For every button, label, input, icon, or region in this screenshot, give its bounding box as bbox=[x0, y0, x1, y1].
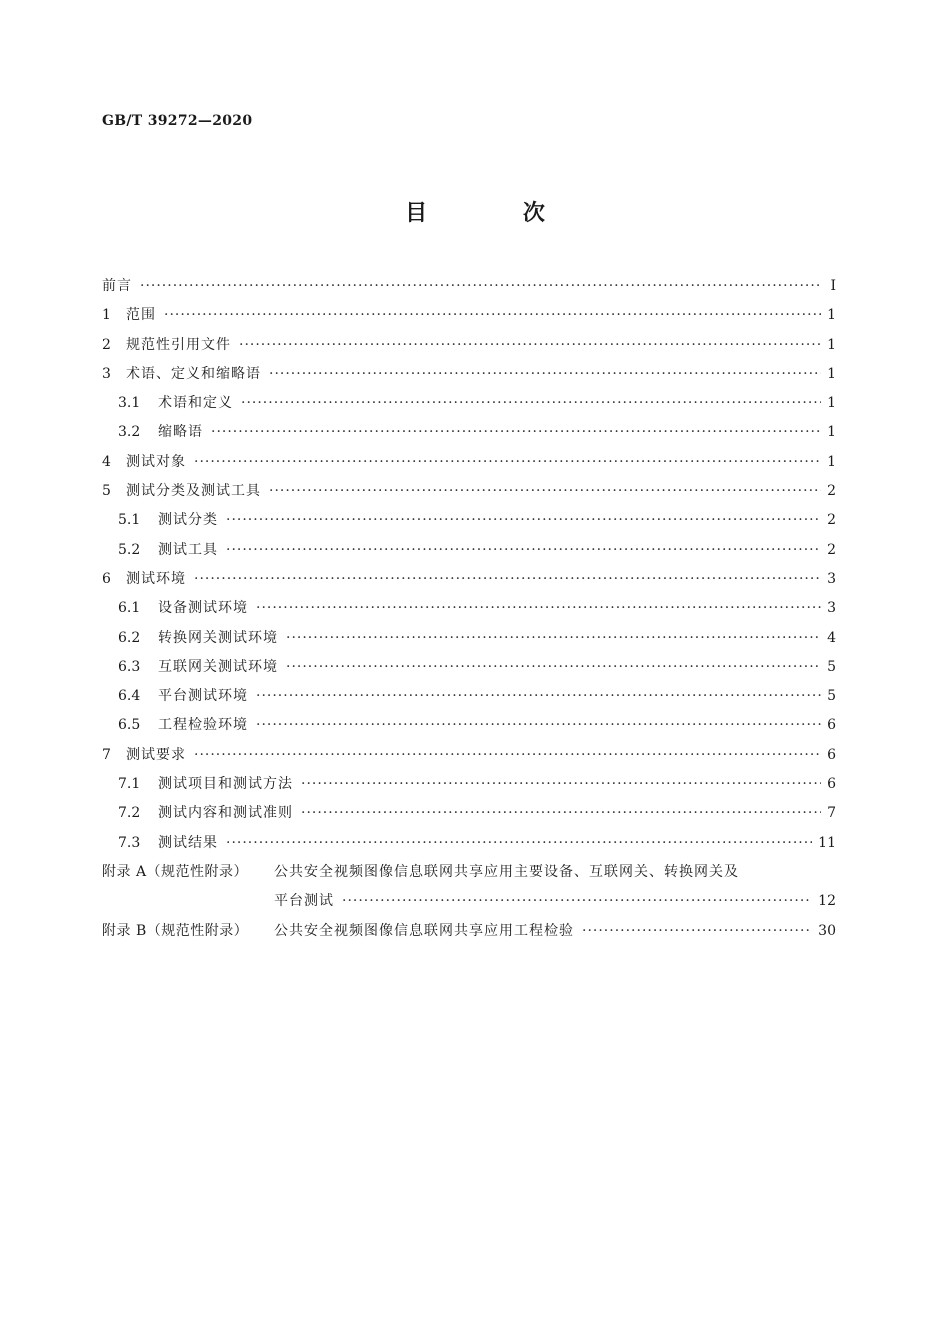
dot-leader bbox=[256, 682, 821, 711]
toc-entry-page: 6 bbox=[827, 776, 836, 793]
toc-entry-page: 30 bbox=[818, 922, 836, 939]
dot-leader bbox=[256, 594, 821, 623]
toc-entry-1[interactable] bbox=[102, 301, 836, 330]
toc-entry-page: 3 bbox=[827, 570, 836, 587]
toc-entry-page: 3 bbox=[827, 600, 836, 617]
toc-entry-number: 2 bbox=[102, 336, 111, 353]
toc-entry-text: 缩略语 bbox=[158, 424, 203, 441]
toc-entry-text: 设备测试环境 bbox=[158, 600, 248, 617]
dot-leader bbox=[301, 799, 821, 828]
toc-entry-number: 3 bbox=[102, 365, 111, 382]
toc-entry-6[interactable] bbox=[102, 565, 836, 594]
toc-entry-4[interactable] bbox=[102, 448, 836, 477]
toc-entry-text: 平台测试环境 bbox=[158, 688, 248, 705]
toc-entry-foreword[interactable] bbox=[102, 272, 836, 301]
toc-entry-text: 互联网关测试环境 bbox=[158, 658, 278, 675]
toc-entry-page: 11 bbox=[818, 834, 836, 851]
toc-entry-text: 前言 bbox=[102, 278, 132, 294]
toc-entry-7-3[interactable] bbox=[102, 829, 836, 858]
dot-leader bbox=[239, 331, 821, 360]
toc-entry-appendix-a-line1[interactable] bbox=[102, 858, 836, 887]
appendix-a-label: 附录 A（规范性附录） bbox=[102, 863, 249, 880]
toc-entry-text: 测试要求 bbox=[126, 746, 186, 763]
toc-entry-page: 6 bbox=[827, 717, 836, 734]
dot-leader bbox=[226, 829, 812, 858]
toc-entry-page: 12 bbox=[818, 893, 836, 910]
toc-entry-text: 测试分类 bbox=[158, 512, 218, 529]
toc-entry-text: 工程检验环境 bbox=[158, 717, 248, 734]
toc-entry-page: I bbox=[830, 278, 836, 294]
toc-entry-page: 7 bbox=[827, 805, 836, 822]
toc-entry-text: 测试工具 bbox=[158, 541, 218, 558]
toc-entry-number: 3.2 bbox=[118, 424, 141, 441]
toc-entry-number: 7 bbox=[102, 746, 111, 763]
dot-leader bbox=[164, 301, 821, 330]
toc-entry-text: 测试对象 bbox=[126, 453, 186, 470]
toc-entry-page: 1 bbox=[827, 424, 836, 441]
toc-entry-6-5[interactable] bbox=[102, 711, 836, 740]
dot-leader bbox=[342, 887, 812, 916]
toc-entry-appendix-b[interactable] bbox=[102, 917, 836, 946]
toc-entry-6-1[interactable] bbox=[102, 594, 836, 623]
appendix-a-text-line1: 公共安全视频图像信息联网共享应用主要设备、互联网关、转换网关及 bbox=[274, 863, 739, 880]
dot-leader bbox=[286, 653, 821, 682]
toc-entry-number: 6.2 bbox=[118, 629, 141, 646]
dot-leader bbox=[269, 477, 821, 506]
toc-entry-appendix-a-line2[interactable] bbox=[102, 887, 836, 916]
dot-leader bbox=[241, 389, 821, 418]
appendix-b-label: 附录 B（规范性附录） bbox=[102, 922, 249, 939]
toc-entry-3-1[interactable] bbox=[102, 389, 836, 418]
toc-entry-text: 测试内容和测试准则 bbox=[158, 805, 293, 822]
toc-entry-7-1[interactable] bbox=[102, 770, 836, 799]
dot-leader bbox=[226, 506, 821, 535]
toc-entry-3[interactable] bbox=[102, 360, 836, 389]
toc-entry-5-1[interactable] bbox=[102, 506, 836, 535]
toc-entry-6-4[interactable] bbox=[102, 682, 836, 711]
dot-leader bbox=[140, 272, 822, 301]
toc-entry-number: 6 bbox=[102, 570, 111, 587]
toc-entry-page: 1 bbox=[827, 365, 836, 382]
toc-entry-number: 6.4 bbox=[118, 688, 141, 705]
toc-entry-page: 5 bbox=[827, 688, 836, 705]
table-of-contents bbox=[102, 272, 836, 946]
page-title: 目 次 bbox=[405, 201, 589, 226]
toc-entry-text: 测试项目和测试方法 bbox=[158, 776, 293, 793]
toc-entry-number: 1 bbox=[102, 307, 111, 324]
toc-entry-number: 7.1 bbox=[118, 776, 141, 793]
toc-entry-page: 1 bbox=[827, 395, 836, 412]
appendix-b-text: 公共安全视频图像信息联网共享应用工程检验 bbox=[274, 922, 574, 939]
toc-entry-page: 1 bbox=[827, 336, 836, 353]
toc-entry-number: 6.3 bbox=[118, 658, 141, 675]
dot-leader bbox=[301, 770, 821, 799]
standard-code: GB/T 39272—2020 bbox=[102, 113, 253, 129]
toc-entry-page: 2 bbox=[827, 512, 836, 529]
toc-entry-number: 7.3 bbox=[118, 834, 141, 851]
toc-entry-5[interactable] bbox=[102, 477, 836, 506]
toc-entry-text: 术语、定义和缩略语 bbox=[126, 365, 261, 382]
toc-entry-5-2[interactable] bbox=[102, 536, 836, 565]
appendix-a-text-line2: 平台测试 bbox=[274, 893, 334, 910]
toc-entry-number: 6.1 bbox=[118, 600, 141, 617]
toc-entry-number: 7.2 bbox=[118, 805, 141, 822]
toc-entry-page: 2 bbox=[827, 483, 836, 500]
toc-entry-text: 转换网关测试环境 bbox=[158, 629, 278, 646]
toc-entry-number: 5.2 bbox=[118, 541, 141, 558]
toc-entry-text: 范围 bbox=[126, 307, 156, 324]
toc-entry-number: 3.1 bbox=[118, 395, 141, 412]
dot-leader bbox=[286, 624, 821, 653]
dot-leader bbox=[269, 360, 821, 389]
toc-entry-text: 测试环境 bbox=[126, 570, 186, 587]
dot-leader bbox=[582, 917, 812, 946]
dot-leader bbox=[194, 741, 821, 770]
toc-entry-7[interactable] bbox=[102, 741, 836, 770]
dot-leader bbox=[194, 448, 821, 477]
dot-leader bbox=[226, 536, 821, 565]
toc-entry-3-2[interactable] bbox=[102, 418, 836, 447]
toc-entry-6-2[interactable] bbox=[102, 624, 836, 653]
toc-entry-2[interactable] bbox=[102, 331, 836, 360]
toc-entry-text: 测试结果 bbox=[158, 834, 218, 851]
toc-entry-6-3[interactable] bbox=[102, 653, 836, 682]
toc-entry-number: 6.5 bbox=[118, 717, 141, 734]
toc-entry-page: 5 bbox=[827, 658, 836, 675]
dot-leader bbox=[211, 418, 821, 447]
toc-entry-text: 规范性引用文件 bbox=[126, 336, 231, 353]
toc-entry-text: 测试分类及测试工具 bbox=[126, 483, 261, 500]
toc-entry-text: 术语和定义 bbox=[158, 395, 233, 412]
toc-entry-number: 5.1 bbox=[118, 512, 141, 529]
dot-leader bbox=[194, 565, 821, 594]
toc-entry-page: 1 bbox=[827, 307, 836, 324]
toc-entry-page: 6 bbox=[827, 746, 836, 763]
toc-entry-7-2[interactable] bbox=[102, 799, 836, 828]
toc-entry-number: 4 bbox=[102, 453, 111, 470]
toc-entry-number: 5 bbox=[102, 483, 111, 500]
toc-entry-page: 1 bbox=[827, 453, 836, 470]
dot-leader bbox=[256, 711, 821, 740]
toc-entry-page: 2 bbox=[827, 541, 836, 558]
toc-entry-page: 4 bbox=[827, 629, 836, 646]
